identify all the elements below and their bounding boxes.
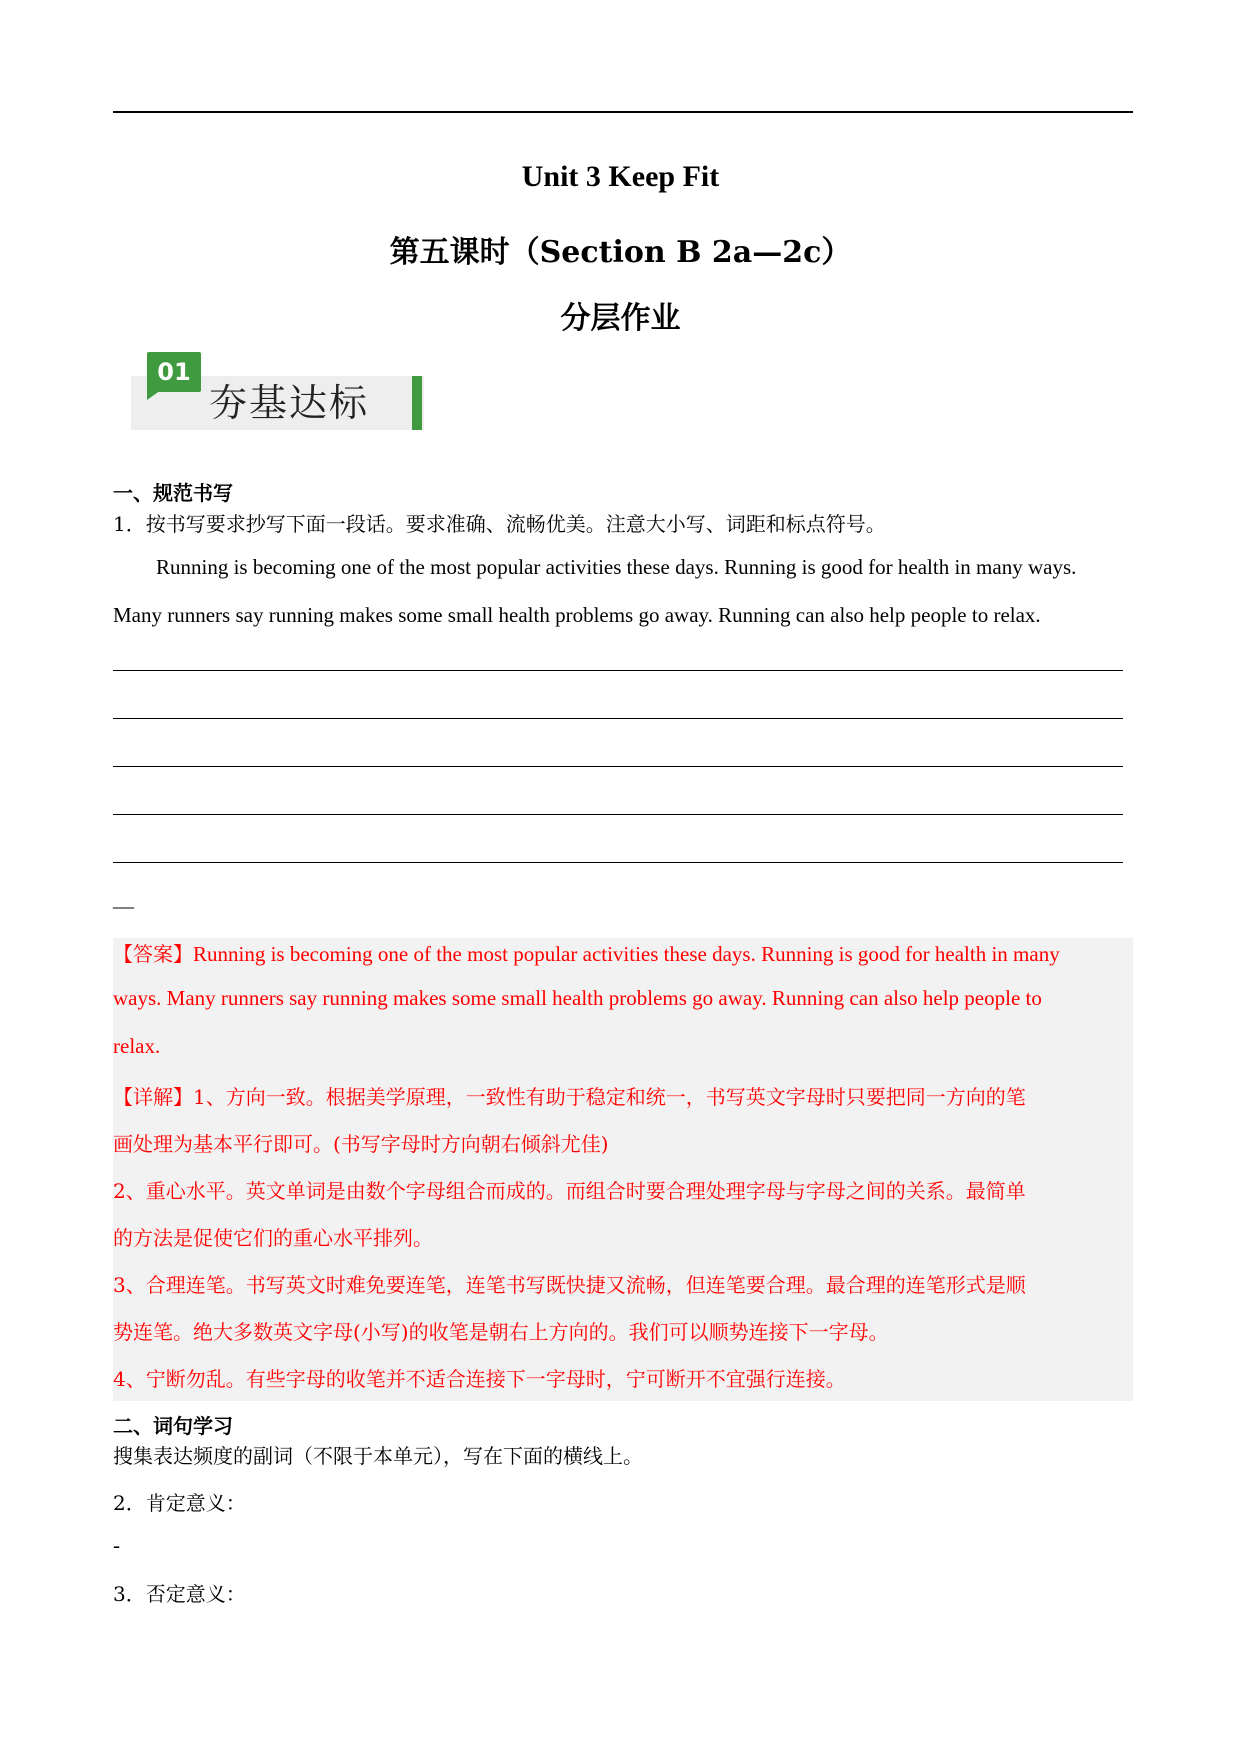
lesson-title: 第五课时（Section B 2a—2c） [389, 235, 852, 270]
detail-tag: 【详解】 [113, 1085, 193, 1109]
badge-tail-icon [147, 390, 161, 400]
writing-line-3[interactable] [113, 766, 1123, 767]
detail-text-1a: 1、方向一致。根据美学原理，一致性有助于稳定和统一，书写英文字母时只要把同一方向的笔 [193, 1085, 1026, 1109]
detail-line-2b: 的方法是促使它们的重心水平排列。 [113, 1226, 433, 1250]
trailing-dash: — [113, 894, 134, 918]
section1-heading: 一、规范书写 [113, 481, 233, 505]
detail-line-3b: 势连笔。绝大多数英文字母(小写)的收笔是朝右上方向的。我们可以顺势连接下一字母。 [113, 1320, 889, 1344]
detail-line-2a: 2、重心水平。英文单词是由数个字母组合而成的。而组合时要合理处理字母与字母之间的关系。最简单 [113, 1179, 1026, 1203]
badge-label: 夯基达标 [209, 381, 370, 425]
badge-bar [412, 376, 422, 430]
section2-heading: 二、词句学习 [113, 1414, 233, 1438]
question-2: 2．肯定意义： [113, 1491, 246, 1515]
section2-instruction: 搜集表达频度的副词（不限于本单元），写在下面的横线上。 [113, 1444, 643, 1468]
writing-line-2[interactable] [113, 718, 1123, 719]
answer-line-3: relax. [113, 1034, 161, 1058]
detail-line-1a [113, 1081, 1026, 1110]
detail-line-1b: 画处理为基本平行即可。(书写字母时方向朝右倾斜尤佳) [113, 1132, 609, 1156]
answer-line-1 [113, 938, 1060, 967]
question-3: 3．否定意义： [113, 1582, 246, 1606]
detail-line-4: 4、宁断勿乱。有些字母的收笔并不适合连接下一字母时，宁可断开不宜强行连接。 [113, 1367, 846, 1391]
section-badge [131, 352, 424, 430]
question-1: 1．按书写要求抄写下面一段话。要求准确、流畅优美。注意大小写、词距和标点符号。 [113, 512, 886, 536]
page-subtitle: 分层作业 [560, 301, 681, 336]
detail-line-3a: 3、合理连笔。书写英文时难免要连笔，连笔书写既快捷又流畅，但连笔要合理。最合理的连笔形式是顺 [113, 1273, 1026, 1297]
header-rule [113, 111, 1133, 113]
answer-dash: - [113, 1533, 120, 1557]
passage-line-1: Running is becoming one of the most popular activities these days. Running is good for health in many ways. [156, 555, 1077, 579]
answer-line-2: ways. Many runners say running makes some small health problems go away. Running can also help people to [113, 986, 1042, 1010]
writing-line-4[interactable] [113, 814, 1123, 815]
answer-text-1: Running is becoming one of the most popular activities these days. Running is good for health in many [193, 942, 1060, 966]
writing-line-1[interactable] [113, 670, 1123, 671]
answer-tag: 【答案】 [113, 942, 193, 966]
badge-number: 01 [147, 352, 201, 392]
page-title: Unit 3 Keep Fit [521, 160, 720, 193]
writing-line-5[interactable] [113, 862, 1123, 863]
passage-line-2: Many runners say running makes some small health problems go away. Running can also help people to relax. [113, 603, 1041, 627]
